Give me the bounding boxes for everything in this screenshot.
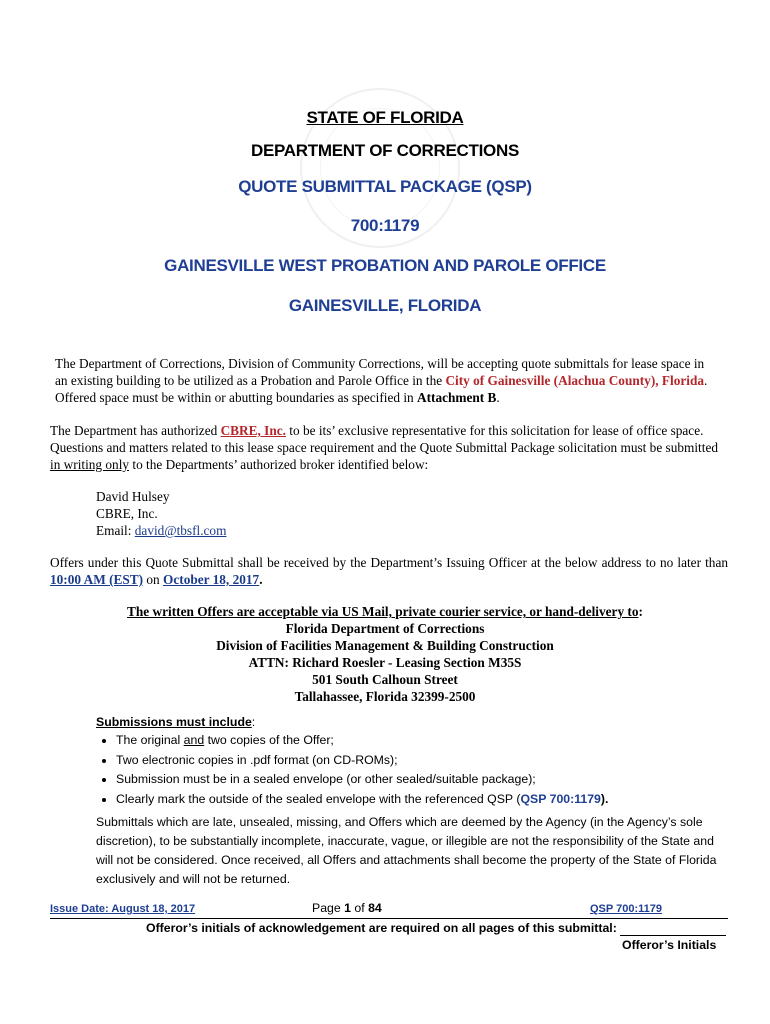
intro-paragraph	[55, 355, 715, 406]
attachment-reference: Attachment B	[417, 390, 497, 405]
header-qsp-title: QUOTE SUBMITTAL PACKAGE (QSP)	[238, 177, 532, 196]
header-location: GAINESVILLE, FLORIDA	[288, 296, 482, 315]
broker-contact	[96, 488, 496, 539]
header-department: DEPARTMENT OF CORRECTIONS	[251, 141, 519, 160]
footer-divider	[50, 918, 728, 919]
submissions-list	[96, 731, 756, 809]
deadline-paragraph	[50, 554, 728, 588]
page-number	[312, 901, 382, 915]
broker-company: CBRE, Inc.	[96, 506, 158, 521]
page-current: 1	[344, 901, 351, 915]
item-text-2: two copies of the Offer;	[204, 733, 334, 747]
broker-email-row	[96, 522, 496, 539]
submissions-title-text: Submissions must include	[96, 715, 252, 729]
intro-text-3: .	[496, 390, 500, 405]
header-state: STATE OF FLORIDA	[306, 108, 464, 127]
broker-firm-link[interactable]: CBRE, Inc.	[220, 423, 286, 438]
deadline-date: October 18, 2017	[163, 572, 260, 587]
deadline-text-3: .	[259, 572, 263, 587]
deadline-time: 10:00 AM (EST)	[50, 572, 144, 587]
delivery-intro-text: The written Offers are acceptable via US Mail, private courier service, or hand-delivery to	[127, 604, 639, 619]
list-item	[116, 731, 756, 751]
address-line-3: ATTN: Richard Roesler - Leasing Section M35S	[248, 655, 522, 670]
deadline-text: Offers under this Quote Submittal shall be received by the Department’s Issuing Officer at the below address to no later than	[50, 555, 728, 570]
authorized-text: The Department has authorized	[50, 423, 221, 438]
writing-only-text: in writing only	[50, 457, 130, 472]
address-line-4: 501 South Calhoun Street	[312, 672, 458, 687]
submissions-title-colon: :	[251, 715, 256, 729]
address-line-1: Florida Department of Corrections	[285, 621, 485, 636]
broker-name: David Hulsey	[96, 489, 170, 504]
email-label: Email:	[96, 523, 135, 538]
intro-text: The Department of Corrections, Division of Community Corrections, will be accepting quote submittals for lease space in an existing building to be utilized as a Probation and Parole Office in the	[55, 356, 705, 388]
delivery-intro	[0, 603, 770, 620]
page-footer	[50, 901, 728, 919]
issue-date: Issue Date: August 18, 2017	[50, 903, 196, 915]
intro-text-2: . Offered space must be within or abutting boundaries as specified in	[55, 373, 708, 405]
item-text-2: ).	[600, 791, 609, 806]
page-of: of	[350, 901, 369, 915]
header-office-name: GAINESVILLE WEST PROBATION AND PAROLE OFFICE	[164, 256, 606, 275]
authorized-text-2: to be its’ exclusive representative for this solicitation for lease of office space. Questions and matters related to this lease space requirement and the Quote Submittal Package solicitation must be submitted	[50, 423, 718, 455]
deadline-text-2: on	[143, 572, 164, 587]
late-submittals-paragraph: Submittals which are late, unsealed, missing, and Offers which are deemed by the Agency (in the Agency’s sole discretion), to be substantially incomplete, inaccurate, vague, or illegible are not the responsibility of the State and will not be considered. Once received, all Offers and attachments shall become the property of the State of Florida exclusively and will not be returned.	[96, 815, 717, 886]
page-prefix: Page	[312, 901, 345, 915]
authorized-text-3: to the Departments’ authorized broker identified below:	[129, 457, 429, 472]
submissions-title	[96, 713, 255, 732]
delivery-intro-colon: :	[638, 604, 643, 619]
broker-email-link[interactable]: david@tbsfl.com	[134, 523, 227, 538]
item-qsp-ref: QSP 700:1179	[520, 791, 601, 806]
header-qsp-number: 700:1179	[350, 216, 420, 235]
address-line-2: Division of Facilities Management & Building Construction	[216, 638, 554, 653]
initials-signature-line	[620, 935, 726, 936]
acknowledgement-text: Offeror’s initials of acknowledgement are required on all pages of this submittal:	[146, 921, 617, 935]
item-and: and	[183, 733, 205, 747]
page-total: 84	[368, 901, 382, 915]
item-text: Clearly mark the outside of the sealed envelope with the referenced QSP (	[116, 791, 521, 806]
intro-city: City of Gainesville (Alachua County), Florida	[445, 373, 705, 388]
address-line-5: Tallahassee, Florida 32399-2500	[294, 689, 476, 704]
delivery-address-block	[0, 603, 770, 705]
list-item: • Two electronic copies in .pdf format (on CD-ROMs);	[116, 751, 756, 771]
list-item: • Submission must be in a sealed envelope (or other sealed/suitable package);	[116, 770, 756, 790]
initials-label: Offeror’s Initials	[622, 938, 717, 952]
list-item	[116, 790, 756, 810]
authorized-paragraph	[50, 422, 724, 473]
footer-qsp-number: QSP 700:1179	[590, 903, 662, 915]
item-text: The original	[116, 733, 184, 747]
